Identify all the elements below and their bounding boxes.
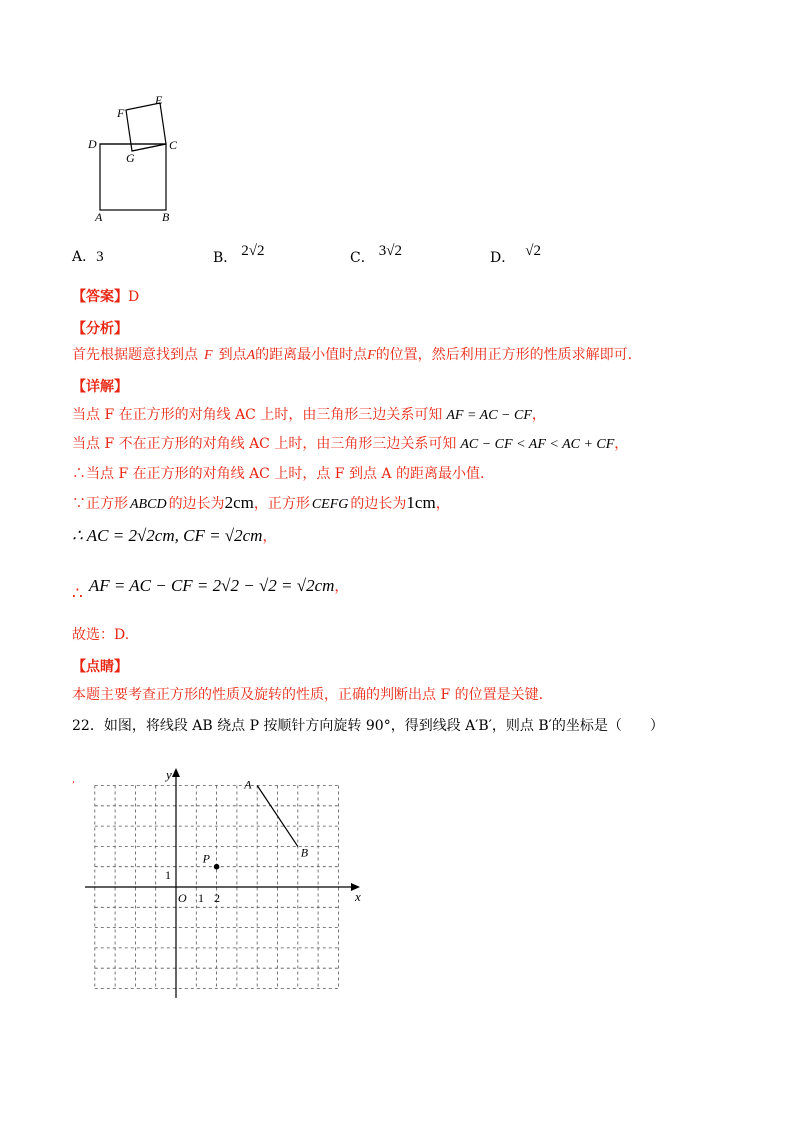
detail-line-5: ∴ AC = 2√2cm, CF = √2cm，	[72, 526, 277, 545]
detail-line-3: ∴当点 F 在正方形的对角线 AC 上时，点 F 到点 A 的距离最小值.	[72, 466, 485, 482]
label-f: F	[117, 106, 125, 120]
tick-x2: 2	[214, 891, 220, 905]
detail-line-4: ∵正方形 ABCD 的边长为2cm，正方形 CEFG 的边长为1cm，	[72, 493, 450, 512]
coordinate-grid-figure	[70, 760, 380, 1005]
option-c: C． 3√2	[350, 243, 402, 266]
label-g: G	[126, 151, 135, 165]
analysis-tag: 【分析】	[72, 321, 128, 337]
origin-label: O	[178, 891, 187, 905]
point-b-label: B	[300, 845, 309, 860]
detail-line-2: 当点 F 不在正方形的对角线 AC 上时，由三角形三边关系可知 AC − CF < AF < AC + CF，	[72, 436, 629, 452]
y-axis-label: y	[166, 767, 172, 782]
point-p-label: P	[202, 851, 210, 866]
detail-line-6: ∴ AF = AC − CF = 2√2 − √2 = √2cm，	[72, 576, 349, 604]
label-e: E	[155, 93, 163, 107]
option-b: B． 2√2	[213, 243, 265, 266]
label-a: A	[95, 210, 103, 224]
option-d: D． √2	[490, 243, 541, 266]
point-a-label: A	[244, 777, 252, 792]
detail-line-1: 当点 F 在正方形的对角线 AC 上时，由三角形三边关系可知 AF = AC − CF，	[72, 407, 546, 423]
answer-line	[72, 288, 139, 306]
analysis-text: 首先根据题意找到点 F 到点A的距离最小值时点F的位置，然后利用正方形的性质求解即可.	[72, 347, 633, 363]
tick-x1: 1	[198, 891, 204, 905]
detail-tag: 【详解】	[72, 379, 128, 395]
point-p	[214, 864, 220, 870]
answer-value: D	[128, 289, 140, 305]
comment-text: 本题主要考查正方形的性质及旋转的性质，正确的判断出点 F 的位置是关键.	[72, 687, 544, 703]
answer-tag: 【答案】	[72, 289, 128, 305]
comment-tag: 【点睛】	[72, 659, 128, 675]
question-22: 22．如图，将线段 AB 绕点 P 按顺针方向旋转 90°，得到线段 A′B′，则点 B′的坐标是（ ）	[72, 718, 664, 734]
label-d: D	[88, 137, 97, 151]
segment-ab	[257, 786, 298, 847]
y-axis-arrow	[172, 768, 180, 777]
stray-mark: ,	[72, 774, 76, 785]
detail-line-7: 故选：D.	[72, 627, 130, 643]
option-a: A．3	[72, 249, 104, 265]
square-rotation-figure	[80, 90, 190, 230]
label-c: C	[169, 138, 178, 152]
label-b: B	[162, 210, 170, 224]
x-axis-label: x	[355, 889, 361, 904]
tick-y1: 1	[165, 868, 171, 882]
